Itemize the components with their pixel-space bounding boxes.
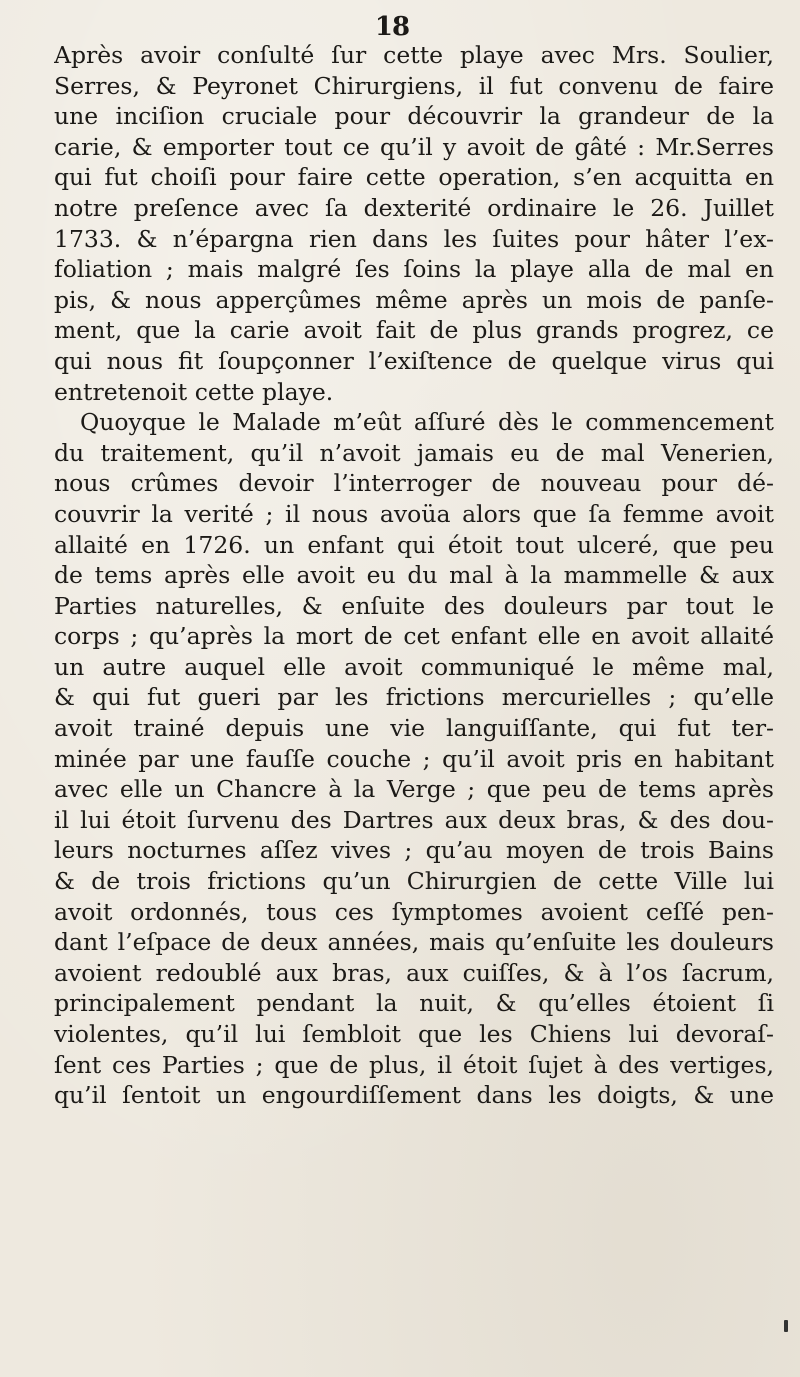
text-line: avoit trainé depuis une vie languiſſante, qui fut ter- <box>54 714 774 743</box>
text-line: pis, & nous apperçûmes même après un mois de panſe- <box>54 285 774 314</box>
text-line: Quoyque le Malade m’eût aſſuré dès le commencement <box>80 408 774 437</box>
text-line: nous crûmes devoir l’interroger de nouveau pour dé- <box>54 469 774 498</box>
text-line: violentes, qu’il lui ſembloit que les Chiens lui devoraſ- <box>54 1020 774 1048</box>
text-line: allaité en 1726. un enfant qui étoit tout ulceré, que peu <box>54 530 774 559</box>
margin-mark <box>784 1320 788 1332</box>
text-line: de tems après elle avoit eu du mal à la mammelle & aux <box>54 561 774 590</box>
text-line: Après avoir conſulté ſur cette playe avec Mrs. Soulier, <box>54 41 774 69</box>
text-line: Serres, & Peyronet Chirurgiens, il fut convenu de faire <box>54 71 774 100</box>
text-line: un autre auquel elle avoit communiqué le même mal, <box>54 652 774 681</box>
text-line: & de trois frictions qu’un Chirurgien de cette Ville lui <box>54 867 774 896</box>
text-line: qu’il ſentoit un engourdiſſement dans les doigts, & une <box>54 1081 774 1110</box>
page-number: 18 <box>374 12 410 42</box>
text-line: 1733. & n’épargna rien dans les ſuites pour hâter l’ex- <box>54 224 774 253</box>
text-line: & qui fut gueri par les frictions mercurielles ; qu’elle <box>54 683 774 712</box>
text-line: ment, que la carie avoit fait de plus grands progrez, ce <box>54 316 774 345</box>
text-line: une inciſion cruciale pour découvrir la grandeur de la <box>54 102 774 131</box>
text-line: avoient redoublé aux bras, aux cuiſſes, & à l’os ſacrum, <box>54 958 774 987</box>
text-line: qui fut choiſi pour faire cette operation, s’en acquitta en <box>54 163 774 192</box>
text-line: notre preſence avec ſa dexterité ordinaire le 26. Juillet <box>54 193 774 222</box>
text-line: avec elle un Chancre à la Verge ; que peu de tems après <box>54 775 774 804</box>
text-line: ſent ces Parties ; que de plus, il étoit ſujet à des vertiges, <box>54 1050 774 1079</box>
text-line: principalement pendant la nuit, & qu’elles étoient ſi <box>54 989 774 1018</box>
text-line: Parties naturelles, & enſuite des douleurs par tout le <box>54 591 774 620</box>
text-line: carie, & emporter tout ce qu’il y avoit de gâté : Mr.Serres <box>54 132 774 161</box>
text-line: entretenoit cette playe. <box>54 377 334 406</box>
text-line: couvrir la verité ; il nous avoüa alors que ſa femme avoit <box>54 499 774 528</box>
text-line: qui nous fit ſoupçonner l’exiſtence de quelque virus qui <box>54 346 774 375</box>
body-text <box>54 40 774 1111</box>
text-line: corps ; qu’après la mort de cet enfant elle en avoit allaité <box>54 622 774 651</box>
text-line: du traitement, qu’il n’avoit jamais eu de mal Venerien, <box>54 438 774 467</box>
text-line: avoit ordonnés, tous ces ſymptomes avoient ceſſé pen- <box>54 897 774 926</box>
text-line: foliation ; mais malgré ſes ſoins la playe alla de mal en <box>54 255 774 284</box>
text-line: dant l’eſpace de deux années, mais qu’enſuite les douleurs <box>54 928 774 957</box>
text-line: minée par une fauſſe couche ; qu’il avoit pris en habitant <box>54 744 774 773</box>
text-line: il lui étoit ſurvenu des Dartres aux deux bras, & des dou- <box>54 805 774 834</box>
text-line: leurs nocturnes aſſez vives ; qu’au moyen de trois Bains <box>54 836 774 865</box>
